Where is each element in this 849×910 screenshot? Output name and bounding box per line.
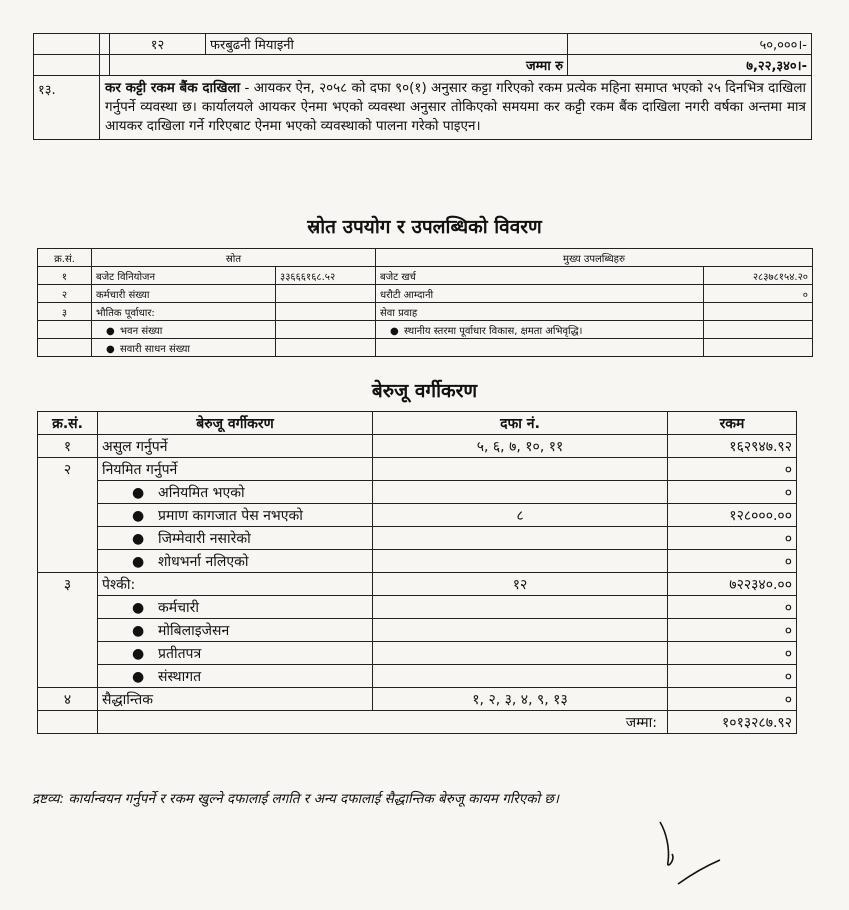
total-label: जम्मा रु — [110, 55, 568, 76]
item-text: - आयकर ऐन, २०५८ को दफा ९०(१) अनुसार कट्टा गरिएको रकम प्रत्येक महिना समाप्त भएको २५ दिनभित्र दाखिला गर्नुपर्ने व्यवस्था छ। कार्यालयले आयकर ऐनमा भएको व्यवस्था अनुसार तोकिएको समयमा कर कट्टी रकम बैंक दाखिला नगरी वर्षका अन्तमा मात्र आयकर दाखिला गर्ने गरिएबाट ऐनमा भएको व्यवस्थाको पालना गरेको पाइएन। — [105, 80, 806, 134]
table-row: ४ सैद्धान्तिक १, २, ३, ४, ९, १३ ० — [38, 688, 797, 711]
row-name: फरबुढनी मियाइनी — [206, 34, 568, 55]
bullet-icon: ● — [132, 622, 145, 639]
bullet-icon: ● — [132, 599, 145, 616]
item-paragraph — [100, 76, 812, 140]
header-clause: दफा नं. — [373, 412, 668, 435]
bullet-icon: ● — [132, 645, 145, 662]
table-row: ● मोबिलाइजेसन ० — [38, 619, 797, 642]
row-amount: ५०,०००।- — [568, 34, 812, 55]
bullet-icon: ● — [106, 325, 115, 337]
total-row — [34, 55, 812, 76]
table-row: ● प्रमाण कागजात पेस नभएको ८ १२८०००.०० — [38, 504, 797, 527]
table-row: ३ भौतिक पूर्वाधार: सेवा प्रवाह — [38, 303, 813, 321]
bullet-icon: ● — [132, 553, 145, 570]
footnote: द्रष्टव्य: कार्यान्वयन गर्नुपर्ने र रकम खुल्ने दफालाई लगति र अन्य दफालाई सैद्धान्तिक बेरुजू कायम गरिएको छ। — [32, 791, 560, 807]
header-source: स्रोत — [92, 249, 376, 267]
beruju-section-title: बेरुजू वर्गीकरण — [371, 380, 478, 402]
bullet-icon: ● — [132, 668, 145, 685]
table-header-row — [38, 412, 797, 435]
total-row — [38, 711, 797, 734]
table-row: ● सवारी साधन संख्या — [38, 339, 813, 357]
item-13-row — [34, 76, 812, 140]
bullet-icon: ● — [132, 530, 145, 547]
table-row: ● प्रतीतपत्र ० — [38, 642, 797, 665]
table-row: ● भवन संख्या ● स्थानीय स्तरमा पूर्वाधार विकास, क्षमता अभिवृद्धि। — [38, 321, 813, 339]
top-table — [33, 33, 812, 140]
header-sn: क्र.सं. — [38, 249, 92, 267]
table-row — [34, 34, 812, 55]
table-row: ३ पेश्की: १२ ७२२३४०.०० — [38, 573, 797, 596]
row-number: १२ — [110, 34, 206, 55]
header-amount: रकम — [668, 412, 797, 435]
source-table — [37, 248, 813, 357]
bullet-icon: ● — [132, 484, 145, 501]
total-amount: ७,२२,३४०।- — [568, 55, 812, 76]
table-row: ● जिम्मेवारी नसारेको ० — [38, 527, 797, 550]
header-sn: क्र.सं. — [38, 412, 98, 435]
table-row: ● शोधभर्ना नलिएको ० — [38, 550, 797, 573]
item-number: १३. — [34, 76, 100, 140]
table-row: ● कर्मचारी ० — [38, 596, 797, 619]
total-amount: १०१३२८७.९२ — [668, 711, 797, 734]
table-row: १ बजेट विनियोजन ३३६६६१६८.५२ बजेट खर्च २८३७८१५४.२० — [38, 267, 813, 285]
source-section-title: स्रोत उपयोग र उपलब्धिको विवरण — [307, 216, 542, 238]
table-header-row — [38, 249, 813, 267]
table-row: ● अनियमित भएको ० — [38, 481, 797, 504]
table-row: १ असुल गर्नुपर्ने ५, ६, ७, १०, ११ १६२९४७.९२ — [38, 435, 797, 458]
total-label: जम्मा: — [98, 711, 668, 734]
header-achievements: मुख्य उपलब्धिहरु — [376, 249, 813, 267]
table-row: २ कर्मचारी संख्या धरौटी आम्दानी ० — [38, 285, 813, 303]
bullet-icon: ● — [132, 507, 145, 524]
bullet-icon: ● — [106, 343, 115, 355]
table-row: २ नियमित गर्नुपर्ने ० — [38, 458, 797, 481]
beruju-table — [37, 411, 797, 734]
item-heading: कर कट्टी रकम बैंक दाखिला — [105, 80, 241, 96]
bullet-icon: ● — [390, 325, 399, 337]
signature-mark — [650, 818, 730, 888]
table-row: ● संस्थागत ० — [38, 665, 797, 688]
header-classification: बेरुजू वर्गीकरण — [98, 412, 373, 435]
